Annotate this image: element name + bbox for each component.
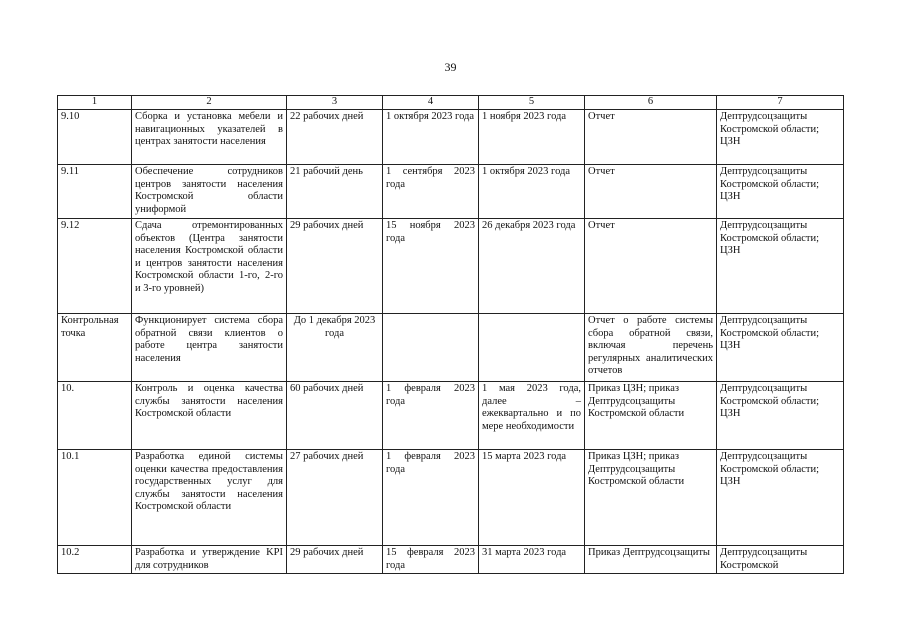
column-number: 3 xyxy=(287,96,383,110)
task-description: Контроль и оценка качества службы занятости населения Костромской области xyxy=(132,382,287,450)
duration: 60 рабочих дней xyxy=(287,382,383,450)
end-date: 26 декабря 2023 года xyxy=(479,219,585,314)
end-date: 31 марта 2023 года xyxy=(479,546,585,574)
page-number: 39 xyxy=(444,60,457,74)
item-number: 10.2 xyxy=(58,546,132,574)
result-document: Отчет xyxy=(585,165,717,219)
duration: 27 рабочих дней xyxy=(287,450,383,546)
table-row xyxy=(58,314,844,382)
responsible-party: Дептрудсоцзащиты Костромской xyxy=(717,546,844,574)
table-row xyxy=(58,110,844,165)
plan-table xyxy=(57,95,844,574)
task-description: Сдача отремонтированных объектов (Центра занятости населения Костромской области и центров занятости населения Костромской области 1-го, 2-го и 3-го уровней) xyxy=(132,219,287,314)
table-row xyxy=(58,546,844,574)
responsible-party: Дептрудсоцзащиты Костромской области; ЦЗН xyxy=(717,450,844,546)
responsible-party: Дептрудсоцзащиты Костромской области; ЦЗН xyxy=(717,219,844,314)
item-number: 9.12 xyxy=(58,219,132,314)
item-number: Контрольная точка xyxy=(58,314,132,382)
responsible-party: Дептрудсоцзащиты Костромской области; ЦЗН xyxy=(717,382,844,450)
start-date: 1 октября 2023 года xyxy=(383,110,479,165)
result-document: Приказ ЦЗН; приказ Дептрудсоцзащиты Костромской области xyxy=(585,382,717,450)
table-row xyxy=(58,165,844,219)
responsible-party: Дептрудсоцзащиты Костромской области; ЦЗН xyxy=(717,165,844,219)
column-number: 4 xyxy=(383,96,479,110)
column-number: 7 xyxy=(717,96,844,110)
start-date: 1 февраля 2023 года xyxy=(383,450,479,546)
start-date: 15 февраля 2023 года xyxy=(383,546,479,574)
start-date: 15 ноября 2023 года xyxy=(383,219,479,314)
start-date: 1 сентября 2023 года xyxy=(383,165,479,219)
result-document: Приказ Дептрудсоцзащиты xyxy=(585,546,717,574)
column-number: 1 xyxy=(58,96,132,110)
item-number: 10. xyxy=(58,382,132,450)
item-number: 9.11 xyxy=(58,165,132,219)
duration: 22 рабочих дней xyxy=(287,110,383,165)
task-description: Разработка единой системы оценки качества предоставления государственных услуг для службы занятости населения Костромской области xyxy=(132,450,287,546)
column-number: 2 xyxy=(132,96,287,110)
result-document: Отчет xyxy=(585,110,717,165)
table-row xyxy=(58,219,844,314)
start-date: 1 февраля 2023 года xyxy=(383,382,479,450)
end-date: 1 ноября 2023 года xyxy=(479,110,585,165)
end-date: 1 мая 2023 года, далее – ежеквартально и по мере необходимости xyxy=(479,382,585,450)
item-number: 10.1 xyxy=(58,450,132,546)
column-number: 5 xyxy=(479,96,585,110)
responsible-party: Дептрудсоцзащиты Костромской области; ЦЗН xyxy=(717,110,844,165)
task-description: Сборка и установка мебели и навигационных указателей в центрах занятости населения xyxy=(132,110,287,165)
table-row xyxy=(58,450,844,546)
result-document: Приказ ЦЗН; приказ Дептрудсоцзащиты Костромской области xyxy=(585,450,717,546)
column-number: 6 xyxy=(585,96,717,110)
task-description: Обеспечение сотрудников центров занятости населения Костромской области униформой xyxy=(132,165,287,219)
column-number-row xyxy=(58,96,844,110)
duration: 29 рабочих дней xyxy=(287,546,383,574)
start-date xyxy=(383,314,479,382)
duration: 29 рабочих дней xyxy=(287,219,383,314)
task-description: Разработка и утверждение KPI для сотрудников xyxy=(132,546,287,574)
result-document: Отчет о работе системы сбора обратной связи, включая перечень регулярных аналитических отчетов xyxy=(585,314,717,382)
item-number: 9.10 xyxy=(58,110,132,165)
end-date xyxy=(479,314,585,382)
table-row xyxy=(58,382,844,450)
task-description: Функционирует система сбора обратной связи клиентов о работе центра занятости населения xyxy=(132,314,287,382)
end-date: 1 октября 2023 года xyxy=(479,165,585,219)
result-document: Отчет xyxy=(585,219,717,314)
duration: 21 рабочий день xyxy=(287,165,383,219)
end-date: 15 марта 2023 года xyxy=(479,450,585,546)
duration: До 1 декабря 2023 года xyxy=(287,314,383,382)
responsible-party: Дептрудсоцзащиты Костромской области; ЦЗН xyxy=(717,314,844,382)
